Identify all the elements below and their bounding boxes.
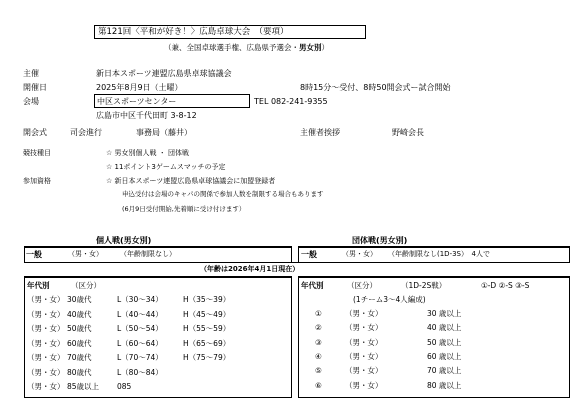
team-row-gender: （男・女） <box>345 351 383 361</box>
team-row-gender: （男・女） <box>345 366 383 376</box>
team-header-order: ①-D ②-S ③-S <box>481 281 530 290</box>
time-value: 8時15分～受付、8時50開会式ー試合開始 <box>300 83 451 92</box>
team-header-note: (1チーム3～4人編成) <box>353 295 426 304</box>
individual-row-high: H（55～59） <box>183 324 231 333</box>
individual-row-age: 50歳代 <box>67 324 92 333</box>
general-right-edge <box>569 247 570 262</box>
page-subtitle <box>164 44 329 52</box>
individual-row-age: 30歳代 <box>67 295 92 304</box>
eligibility-line1: ☆ 新日本スポーツ連盟広島県卓球協議会に加盟登録者 <box>106 177 276 185</box>
team-row-num: ② <box>315 323 322 333</box>
individual-row-low: L（60～64） <box>117 338 163 348</box>
individual-row-low: L（50～54） <box>117 324 163 333</box>
team-row-gender: （男・女） <box>345 380 383 390</box>
top-rule-left <box>24 246 292 248</box>
individual-row-gender: （男・女） <box>27 382 65 391</box>
individual-row-gender: （男・女） <box>27 353 65 362</box>
age-basis: （年齢は2026年4月1日現在） <box>200 265 300 273</box>
team-title: 団体戦(男女別) <box>352 236 408 245</box>
ceremony-office: 事務局（藤井） <box>136 128 192 137</box>
eligibility-label: 参加資格 <box>23 177 51 185</box>
team-row-age: 30 歳以上 <box>427 309 462 318</box>
individual-table <box>24 276 292 398</box>
individual-row-low: L（30～34） <box>117 295 163 304</box>
individual-row-age: 80歳代 <box>67 367 92 377</box>
team-row-num: ⑤ <box>315 366 322 376</box>
events-line1: ☆ 男女別個人戦 ・ 団体戦 <box>106 149 189 157</box>
individual-row-low: L（40～44） <box>117 309 163 319</box>
subtitle-bold: 男女別 <box>299 43 322 52</box>
individual-row-gender: （男・女） <box>27 367 65 377</box>
individual-title: 個人戦(男女別) <box>96 236 152 245</box>
team-header-fmt: （1D-2S戦） <box>401 281 447 290</box>
address-value: 広島市中区千代田町 3-8-12 <box>96 111 197 120</box>
individual-row-high: H（45～49） <box>183 309 231 319</box>
individual-row-age: 60歳代 <box>67 338 92 348</box>
individual-row-age: 40歳代 <box>67 309 92 319</box>
general-mid-edge-l <box>291 247 292 262</box>
team-row-age: 40 歳以上 <box>427 323 462 333</box>
team-row-age: 80 歳以上 <box>427 380 462 390</box>
eligibility-note1: 申込受付は会場のキャパの関係で参加人数を制限する場合もあります <box>122 190 324 198</box>
ceremony-greeting: 主催者挨拶 <box>300 128 340 137</box>
subtitle-suffix: ） <box>321 43 329 52</box>
general-mid-edge-r <box>298 247 299 262</box>
team-general-age: （年齢制限なし(1D-3S） 4人で <box>388 250 490 258</box>
individual-row-high: H（75～79） <box>183 353 231 362</box>
individual-general-age: （年齢制限なし） <box>120 250 176 258</box>
events-label: 競技種目 <box>23 149 51 157</box>
team-general-gender: （男・女） <box>342 250 377 258</box>
team-row-gender: （男・女） <box>345 323 383 333</box>
venue-label: 会場 <box>23 97 39 106</box>
team-header-age: 年代別 <box>301 281 324 290</box>
date-value: 2025年8月9日（土曜） <box>96 83 183 92</box>
individual-row-gender: （男・女） <box>27 309 65 319</box>
team-row-gender: （男・女） <box>345 309 383 318</box>
individual-row-high: H（65～69） <box>183 338 231 348</box>
date-label: 開催日 <box>23 83 47 92</box>
individual-general-gender: （男・女） <box>68 250 103 258</box>
individual-row-gender: （男・女） <box>27 295 65 304</box>
individual-row-low: L（80～84） <box>117 367 163 377</box>
individual-general: 一般 <box>26 250 42 259</box>
general-left-edge <box>24 247 25 262</box>
team-general: 一般 <box>301 250 317 259</box>
team-row-num: ④ <box>315 351 322 361</box>
venue-value: 中区スポーツセンター <box>97 97 177 106</box>
team-row-age: 50 歳以上 <box>427 337 462 347</box>
tel-value: TEL 082-241-9355 <box>254 97 328 106</box>
general-bottom-rule <box>24 262 570 263</box>
individual-row-gender: （男・女） <box>27 338 65 348</box>
individual-row-high: H（35～39） <box>183 295 231 304</box>
organizer-value: 新日本スポーツ連盟広島県卓球協議会 <box>96 69 232 78</box>
events-line2: ☆ 11ポイント3ゲームスマッチの予定 <box>106 163 226 171</box>
individual-row-low: L（70～74） <box>117 353 163 362</box>
individual-header-age: 年代別 <box>27 281 50 290</box>
individual-row-age: 70歳代 <box>67 353 92 362</box>
individual-row-low: 085 <box>117 382 132 391</box>
team-header-div: （区分） <box>347 281 377 290</box>
individual-header-div: （区分） <box>71 281 101 290</box>
individual-row-age: 85歳以上 <box>67 382 100 391</box>
ceremony-person: 野崎会長 <box>392 128 424 137</box>
top-rule-right <box>298 246 570 248</box>
team-row-age: 70 歳以上 <box>427 366 462 376</box>
team-row-age: 60 歳以上 <box>427 351 462 361</box>
team-table <box>298 276 570 398</box>
eligibility-note2: (6月9日受付開始,先着順に受け付けます） <box>122 205 246 213</box>
individual-row-gender: （男・女） <box>27 324 65 333</box>
team-row-num: ⑥ <box>315 380 322 390</box>
subtitle-prefix: （兼、全国卓球選手権、広島県予選会・ <box>164 43 299 52</box>
ceremony-host: 司会進行 <box>70 128 102 137</box>
page-title: 第121回〈平和が好き！〉広島卓球大会 （要項） <box>98 27 289 37</box>
team-row-gender: （男・女） <box>345 337 383 347</box>
organizer-label: 主催 <box>23 69 39 78</box>
team-row-num: ③ <box>315 337 322 347</box>
ceremony-label: 開会式 <box>23 128 47 137</box>
team-row-num: ① <box>315 309 322 318</box>
